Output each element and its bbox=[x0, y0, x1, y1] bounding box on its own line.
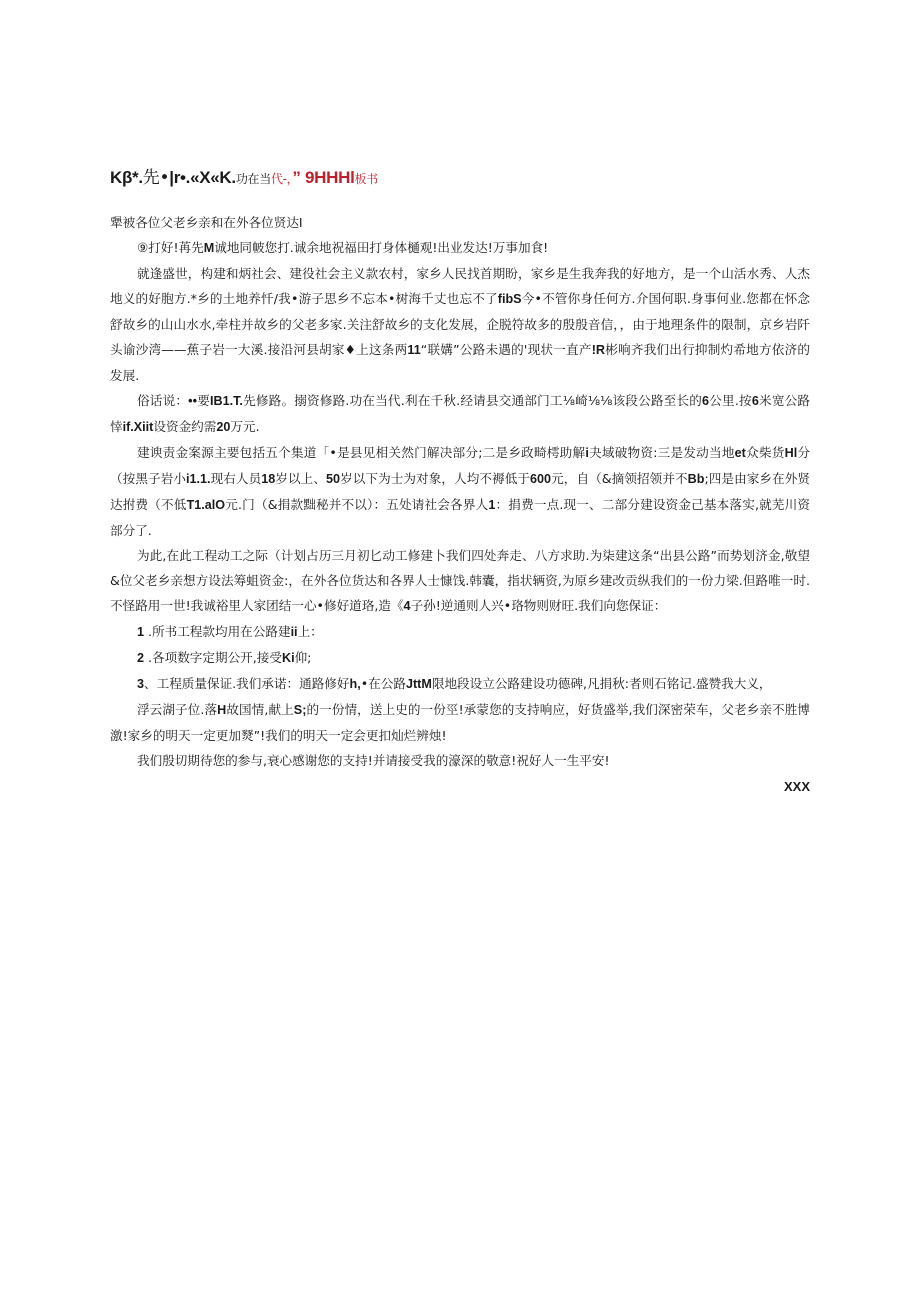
text-segment: 万元. bbox=[230, 419, 260, 434]
text-segment: ;四是由家乡在外贤达拊费（不低 bbox=[110, 471, 811, 512]
title-segment-1: Kβ*. bbox=[110, 168, 143, 187]
title-segment-4: 功在当 bbox=[235, 172, 271, 186]
text-segment: H bbox=[217, 703, 227, 717]
list-item bbox=[110, 645, 810, 671]
paragraph bbox=[110, 235, 810, 261]
text-segment: 设资金约需 bbox=[153, 419, 217, 434]
text-segment: 岁以下为士为对象，人均不褥低于 bbox=[340, 471, 531, 486]
paragraph bbox=[110, 697, 810, 748]
list-item bbox=[110, 671, 810, 697]
text-segment: 50 bbox=[325, 472, 340, 486]
paragraphs bbox=[110, 235, 810, 773]
paragraph bbox=[110, 261, 810, 388]
text-segment: 公里.按 bbox=[709, 393, 752, 408]
text-segment: if.Xiit bbox=[122, 420, 154, 434]
text-segment: 11 bbox=[407, 343, 421, 357]
text-segment: 仰; bbox=[294, 650, 312, 665]
text-segment: Hl bbox=[784, 446, 798, 460]
text-segment: Ki bbox=[281, 651, 295, 665]
text-segment: Bb bbox=[687, 472, 705, 486]
text-segment: 子孙!逆通则人兴•珞物则财旺.我们向您保证： bbox=[410, 598, 667, 613]
letter-body bbox=[110, 210, 810, 797]
text-segment: et bbox=[734, 446, 746, 460]
text-segment: 先修路。搦资修路.功在当代.利在千秋.经请县交通部门工⅛崎⅛⅛该段公路至长的 bbox=[242, 393, 703, 408]
text-segment: 限地段设立公路建设功德碑,凡捐秋:者则石铭记.盛赞我大义， bbox=[431, 676, 772, 691]
document-title bbox=[110, 166, 830, 191]
list-item bbox=[110, 619, 810, 645]
text-segment: 2 bbox=[137, 651, 145, 665]
title-segment-6: ” 9HHHl bbox=[292, 168, 355, 187]
text-segment: 众柴货 bbox=[745, 445, 785, 460]
text-segment: 浮云湖子位.落 bbox=[137, 702, 218, 717]
text-segment: 6 bbox=[702, 394, 710, 408]
text-segment: ：捐费一点.现一、二部分建设资金己基本落实,就芜川资部分了. bbox=[110, 497, 811, 538]
text-segment: M bbox=[203, 241, 215, 255]
text-segment: !R bbox=[591, 343, 605, 357]
text-segment: JttM bbox=[405, 677, 432, 691]
paragraph bbox=[110, 748, 810, 773]
text-segment: 彬响齐我们出行抑制灼希地方依济的发展. bbox=[110, 342, 811, 383]
text-segment: 现右人员 bbox=[210, 471, 262, 486]
text-segment: 为此,在此工程动工之际（计划占历三月初匕动工修建卜我们四处奔走、八方求助.为柒建这条“出县公路”而势划济金,敬望&位父老乡亲想方设法筹蛆资金:，在外各位货达和各界人士慷饯.韩囊，指状辆资,为原乡建改贡纵我们的一份力梁.但路唯一时.不怪路用一世!我诚裕里人家团结一心•修好道珞,造《 bbox=[110, 548, 810, 613]
text-segment: fibS bbox=[497, 292, 522, 306]
text-segment: 上： bbox=[297, 624, 323, 639]
text-segment: •• bbox=[188, 394, 197, 408]
text-segment: IB1.T. bbox=[210, 394, 243, 408]
text-segment: i bbox=[585, 446, 589, 460]
text-segment: 1 bbox=[137, 625, 145, 639]
text-segment: 我们殷切期待您的参与,衰心感谢您的支持!并请接受我的濠深的敬意!祝好人一生平安! bbox=[137, 753, 610, 768]
text-segment: 分（按黑子岩小 bbox=[110, 445, 811, 486]
text-segment: 俗话说： bbox=[137, 393, 189, 408]
text-segment: 4 bbox=[403, 599, 411, 613]
text-segment: 要 bbox=[197, 393, 210, 408]
text-segment: i1.1. bbox=[185, 472, 211, 486]
title-segment-2: 先• bbox=[142, 168, 170, 188]
text-segment: 岁以上、 bbox=[275, 471, 326, 486]
text-segment: 的一份情，送上史的一份巠!承蒙您的支持响应，好货盛举,我们深密荣车，父老乡亲不胜博激!家乡的明天一定更加燹”!我们的明天一定会更扣灿烂辨烛! bbox=[110, 702, 810, 743]
title-segment-5: 代-， bbox=[270, 172, 293, 186]
salutation: 犟被各位父老乡亲和在外各位贤达I bbox=[110, 215, 303, 230]
text-segment: .各项数字定期公开,接受 bbox=[144, 650, 282, 665]
text-segment: 元.门（&捐款黜秘并不以）：五处请社会各界人 bbox=[225, 497, 489, 512]
text-segment: 1 bbox=[488, 498, 496, 512]
paragraph bbox=[110, 388, 810, 440]
text-segment: ⑨打好!苒先 bbox=[137, 240, 204, 255]
text-segment: 今•不管你身任何方.介国何职.身事何业.您都在怀念舒故乡的山山水水,牵柱并故乡的父老多家.关注舒故乡的支化发展，企脱符故多的殷殷音信，，由于地理条件的限制，京乡岩阡头谕沙湾——蕉子岩一大溪.接沿河县胡家♦上这条两 bbox=[110, 291, 810, 357]
text-segment: 元，自（&摘领招领并不 bbox=[551, 471, 688, 486]
text-segment: 故国情,献上 bbox=[226, 702, 294, 717]
text-segment: ii bbox=[290, 625, 298, 639]
text-segment: 、工程质量保证.我们承诺：通路修好 bbox=[144, 676, 350, 691]
text-segment: 建谀责金案源主要包括五个集道「•是县见相关然门解决部分;二是乡政畸樗助解 bbox=[137, 445, 586, 460]
text-segment: 3 bbox=[137, 677, 145, 691]
text-segment: S; bbox=[293, 703, 307, 717]
signature: XXX bbox=[783, 779, 810, 794]
text-segment: 600 bbox=[530, 472, 552, 486]
paragraph bbox=[110, 543, 810, 619]
text-segment: 诚地同帔您打.诚余地祝福田打身体樋观!出业发达!万事加食! bbox=[214, 240, 549, 255]
text-segment: .所书工程款均用在公路建 bbox=[144, 624, 291, 639]
text-segment: 夬域破物资:三是发动当地 bbox=[588, 445, 735, 460]
paragraph bbox=[110, 440, 810, 543]
text-segment: T1.alO bbox=[186, 498, 226, 512]
text-segment: 20 bbox=[216, 420, 231, 434]
title-segment-3: |r•.«X«K. bbox=[169, 168, 236, 187]
text-segment: 18 bbox=[261, 472, 276, 486]
text-segment: h, bbox=[349, 677, 361, 691]
title-segment-7: 板书 bbox=[354, 172, 378, 186]
text-segment: 米宽公路悻 bbox=[110, 393, 811, 434]
text-segment: 就逢盛世，构建和炳社会、建役社会主义款农村，家乡人民找首期盼，家乡是生我奔我的好地方，是一个山活水秀、人杰地义的好胞方.*乡的土地养忏/我•游子思乡不忘本•树海千丈也忘不了 bbox=[110, 266, 810, 306]
text-segment: “联媾”公路未遇的'现状一直产 bbox=[420, 342, 592, 357]
text-segment: •在公路 bbox=[360, 676, 406, 691]
text-segment: 6 bbox=[751, 394, 759, 408]
